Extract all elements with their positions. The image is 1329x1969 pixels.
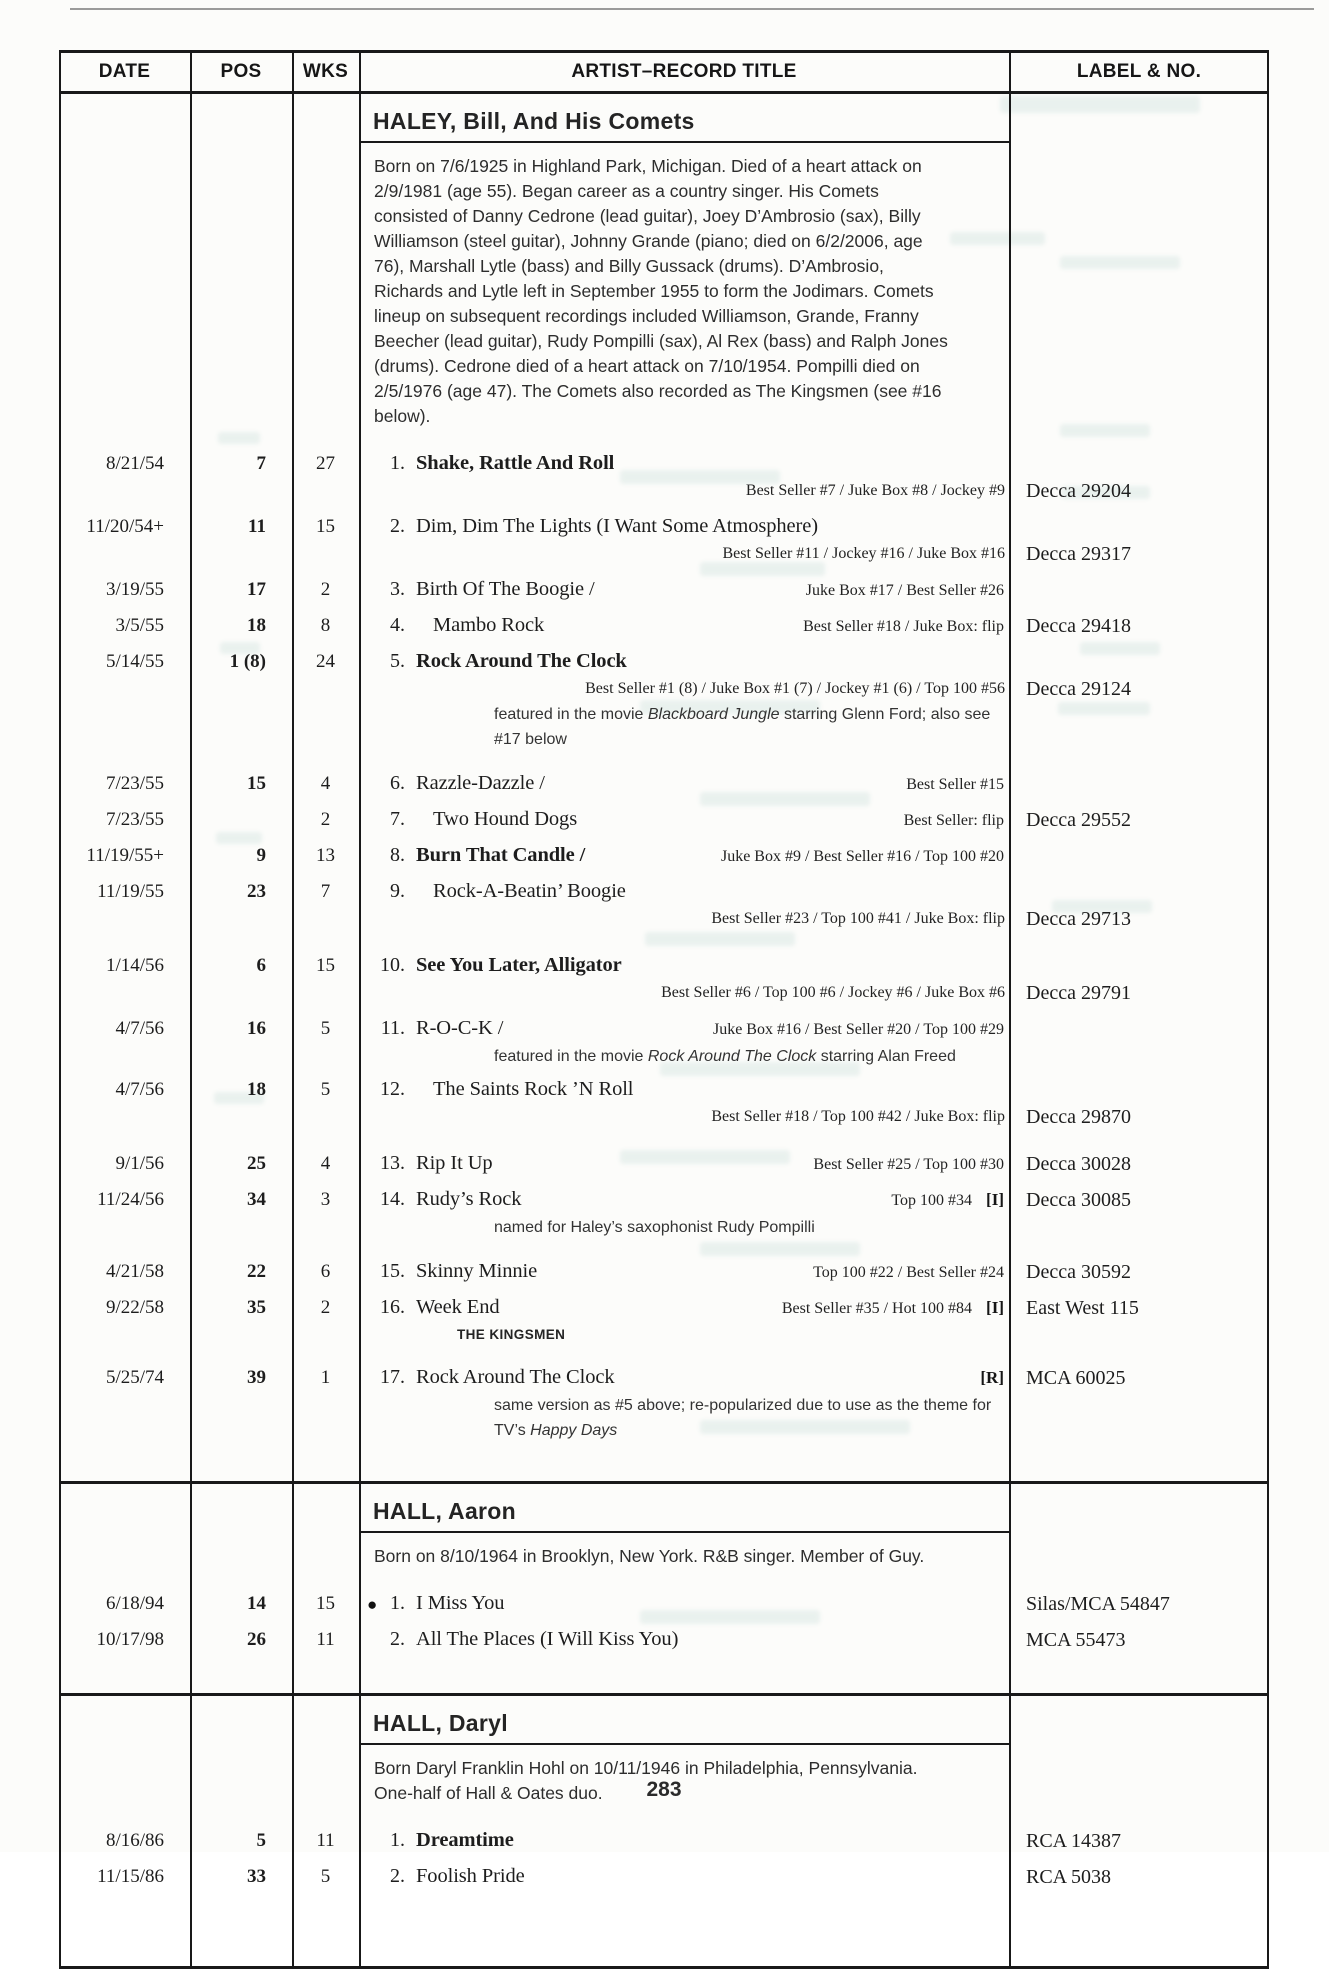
artist-header-row xyxy=(59,94,1269,143)
entry-main xyxy=(359,1625,1009,1655)
entry-main xyxy=(359,951,1009,1008)
entry-title: Dreamtime xyxy=(416,1829,514,1851)
artist-name-cell xyxy=(359,1484,1009,1533)
chart-positions: Juke Box #16 / Best Seller #20 / Top 100 #29 xyxy=(712,1021,1004,1038)
entry-main xyxy=(359,841,1009,871)
entry-main xyxy=(359,1293,1009,1346)
entry-row xyxy=(59,573,1269,609)
entry-title-left xyxy=(359,647,627,676)
note-text: starring Glenn Ford; also see xyxy=(779,706,991,723)
entry-title-left xyxy=(359,1363,615,1392)
entry-title-line-right xyxy=(772,1293,1004,1323)
entry-peak-position: 25 xyxy=(247,1153,266,1174)
entry-number: 12. xyxy=(380,1078,405,1100)
entry-row xyxy=(59,1587,1269,1623)
header-label-no: LABEL & NO. xyxy=(1076,61,1202,82)
entry-label: MCA 55473 xyxy=(1026,1629,1126,1651)
gold-record-icon: ● xyxy=(367,1595,378,1614)
entry-title-line-right xyxy=(881,1185,1004,1215)
entry-main xyxy=(359,1826,1009,1856)
note-text: TV’s xyxy=(494,1422,531,1439)
entry-title: I Miss You xyxy=(416,1592,505,1614)
entry-date: 1/14/56 xyxy=(105,955,164,976)
entry-peak-position: 7 xyxy=(256,453,266,474)
entry-title-line-right xyxy=(796,576,1004,605)
entry-date: 6/18/94 xyxy=(105,1593,164,1614)
entry-note xyxy=(359,1418,1009,1443)
entry-main xyxy=(359,449,1009,506)
entry-date: 5/14/55 xyxy=(105,651,164,672)
header-pos: POS xyxy=(220,61,262,82)
entry-title-left xyxy=(359,951,622,980)
entry-note xyxy=(359,702,1009,727)
entry-title-line-right xyxy=(793,612,1004,641)
entry-title-left xyxy=(359,575,595,604)
entry-row xyxy=(59,1824,1269,1860)
entry-title-left xyxy=(359,1257,537,1286)
entry-title: Birth Of The Boogie / xyxy=(416,578,595,600)
entry-title-left xyxy=(359,877,626,906)
entry-weeks-charted: 6 xyxy=(320,1261,331,1282)
entry-title-line xyxy=(359,1075,1009,1104)
entry-number: 15. xyxy=(380,1260,405,1282)
entry-title-line xyxy=(359,647,1009,676)
entry-title-line-right xyxy=(803,1150,1004,1179)
entry-title: Week End xyxy=(416,1296,500,1318)
entry-note xyxy=(359,727,1009,752)
entry-row xyxy=(59,1291,1269,1350)
entry-title-line xyxy=(359,951,1009,980)
entry-date: 4/7/56 xyxy=(115,1079,164,1100)
entry-number: 1. xyxy=(390,1829,405,1851)
entry-number: 6. xyxy=(390,772,405,794)
entry-weeks-charted: 7 xyxy=(320,881,331,902)
entry-row xyxy=(59,1623,1269,1659)
entry-title: Burn That Candle / xyxy=(416,844,586,866)
note-text: Happy Days xyxy=(530,1422,618,1439)
entry-peak-position: 17 xyxy=(247,579,266,600)
entry-note xyxy=(359,1393,1009,1418)
artist-name-cell xyxy=(359,94,1009,143)
artist-name: HALL, Aaron xyxy=(373,1498,516,1524)
artist-section xyxy=(59,1693,1269,1966)
entry-date: 9/1/56 xyxy=(115,1153,164,1174)
entry-main xyxy=(359,1014,1009,1069)
chart-positions: Juke Box #17 / Best Seller #26 xyxy=(805,582,1004,599)
chart-positions: Best Seller #15 xyxy=(906,776,1004,793)
entry-title-line-right xyxy=(894,806,1004,835)
entry-row xyxy=(59,1860,1269,1896)
entry-number: 2. xyxy=(390,1865,405,1887)
entry-title-left xyxy=(359,1293,500,1322)
entry-row xyxy=(59,803,1269,839)
entry-weeks-charted: 15 xyxy=(316,955,335,976)
entry-title: The Saints Rock ’N Roll xyxy=(433,1078,634,1100)
chart-positions: Top 100 #34 xyxy=(891,1192,973,1209)
entry-title-left xyxy=(359,841,585,870)
entry-weeks-charted: 2 xyxy=(320,1297,331,1318)
entry-row xyxy=(59,447,1269,510)
entry-title: Mambo Rock xyxy=(433,614,545,636)
entry-title-line-right xyxy=(803,1258,1004,1287)
entry-date: 7/23/55 xyxy=(105,773,164,794)
entry-main xyxy=(359,877,1009,934)
entry-number: 13. xyxy=(380,1152,405,1174)
entry-number: 10. xyxy=(380,954,405,976)
entry-peak-position: 6 xyxy=(256,955,266,976)
entry-title-line xyxy=(359,1589,1009,1618)
entry-title-left xyxy=(359,1826,514,1855)
entry-date: 4/21/58 xyxy=(105,1261,164,1282)
entry-peak-position xyxy=(190,805,292,835)
entry-peak-position: 18 xyxy=(247,1079,266,1100)
chart-positions: Best Seller #18 / Juke Box: flip xyxy=(803,618,1004,635)
entry-number: 14. xyxy=(380,1188,405,1210)
entry-number: 2. xyxy=(390,515,405,537)
entry-peak-position: 9 xyxy=(256,845,266,866)
entry-title: Dim, Dim The Lights (I Want Some Atmosphere) xyxy=(416,515,819,537)
entry-weeks-charted: 15 xyxy=(316,516,335,537)
chart-positions: Best Seller #6 / Top 100 #6 / Jockey #6 / Juke Box #6 xyxy=(661,984,1005,1001)
entry-row xyxy=(59,1361,1269,1447)
entry-title-line xyxy=(359,841,1009,871)
artist-section xyxy=(59,94,1269,1481)
entry-title-line xyxy=(359,1363,1009,1393)
entry-peak-position: 16 xyxy=(247,1018,266,1039)
entry-title-left xyxy=(359,1149,493,1178)
entry-title: Rudy’s Rock xyxy=(416,1188,522,1210)
entry-label: East West 115 xyxy=(1026,1297,1139,1319)
entry-peak-position: 22 xyxy=(247,1261,266,1282)
entry-main xyxy=(359,647,1009,752)
artist-section xyxy=(59,1481,1269,1693)
chart-positions: Best Seller #25 / Top 100 #30 xyxy=(813,1156,1004,1173)
entry-title: All The Places (I Will Kiss You) xyxy=(416,1628,679,1650)
entry-peak-position: 11 xyxy=(248,516,266,537)
entry-date: 11/15/86 xyxy=(97,1866,164,1887)
entry-main xyxy=(359,1257,1009,1287)
entry-peak-position: 34 xyxy=(247,1189,266,1210)
entry-peak-position: 39 xyxy=(247,1367,266,1388)
entry-title-line-right xyxy=(896,770,1004,799)
entry-date: 4/7/56 xyxy=(115,1018,164,1039)
entry-row xyxy=(59,875,1269,938)
entry-number: 9. xyxy=(390,880,405,902)
entry-label: Decca 30085 xyxy=(1026,1189,1131,1211)
scan-edge-line xyxy=(70,8,1314,10)
entry-peak-position: 26 xyxy=(247,1629,266,1650)
entry-main xyxy=(359,575,1009,605)
entry-date: 9/22/58 xyxy=(105,1297,164,1318)
entry-number: 8. xyxy=(390,844,405,866)
entry-title-line xyxy=(359,1826,1009,1855)
entry-title-line xyxy=(359,1862,1009,1891)
entry-peak-position: 15 xyxy=(247,773,266,794)
header-date: DATE xyxy=(98,61,151,82)
entry-number: 7. xyxy=(390,808,405,830)
entry-number: 1. xyxy=(390,1592,405,1614)
note-text: Blackboard Jungle xyxy=(647,706,780,723)
entry-label: Decca 29124 xyxy=(1026,678,1131,700)
bio-row xyxy=(59,1533,1269,1587)
entry-main xyxy=(359,805,1009,835)
entry-title-line-right xyxy=(956,1363,1004,1393)
entry-row xyxy=(59,767,1269,803)
chart-positions: Top 100 #22 / Best Seller #24 xyxy=(813,1264,1004,1281)
page-number: 283 xyxy=(646,1778,682,1801)
entry-date: 11/19/55+ xyxy=(86,845,164,866)
entry-label xyxy=(1009,841,1269,871)
entry-date: 3/5/55 xyxy=(115,615,164,636)
entry-number: 2. xyxy=(390,1628,405,1650)
entry-weeks-charted: 2 xyxy=(320,809,331,830)
entry-label: Decca 30592 xyxy=(1026,1261,1131,1283)
chart-table xyxy=(59,50,1269,1969)
entry-label: Decca 29317 xyxy=(1026,543,1131,565)
entry-number: 5. xyxy=(390,650,405,672)
entry-title-line xyxy=(359,1257,1009,1287)
entry-main xyxy=(359,512,1009,569)
entry-row xyxy=(59,645,1269,756)
entry-title: Two Hound Dogs xyxy=(433,808,578,830)
chart-positions: Best Seller #35 / Hot 100 #84 xyxy=(781,1300,973,1317)
entry-title-left xyxy=(359,1075,633,1104)
entry-title-left xyxy=(359,1625,678,1654)
entry-title: Rock-A-Beatin’ Boogie xyxy=(433,880,626,902)
entry-number: 4. xyxy=(390,614,405,636)
entry-weeks-charted: 4 xyxy=(320,773,331,794)
entry-title-line xyxy=(359,805,1009,835)
entry-title: Foolish Pride xyxy=(416,1865,525,1887)
entry-weeks-charted: 5 xyxy=(320,1866,331,1887)
note-text: featured in the movie xyxy=(494,706,648,723)
entry-row xyxy=(59,1147,1269,1183)
chart-positions: Best Seller #23 / Top 100 #41 / Juke Box: flip xyxy=(711,910,1005,927)
entry-title-line-right xyxy=(711,842,1004,871)
entry-peak-position: 18 xyxy=(247,615,266,636)
entry-weeks-charted: 27 xyxy=(316,453,335,474)
entry-row xyxy=(59,1073,1269,1136)
entry-title-line xyxy=(359,449,1009,478)
artist-name: HALL, Daryl xyxy=(373,1710,508,1736)
entry-title: Skinny Minnie xyxy=(416,1260,538,1282)
entry-label: Decca 29791 xyxy=(1026,982,1131,1004)
entry-row xyxy=(59,609,1269,645)
entry-date: 7/23/55 xyxy=(105,809,164,830)
entry-peak-position: 14 xyxy=(247,1593,266,1614)
entry-title-line xyxy=(359,1185,1009,1215)
entry-number: 3. xyxy=(390,578,405,600)
entry-title-line-right xyxy=(703,1015,1004,1044)
entry-title-left xyxy=(359,1589,504,1618)
entry-row xyxy=(59,1255,1269,1291)
entry-number: 1. xyxy=(390,452,405,474)
entry-weeks-charted: 15 xyxy=(316,1593,335,1614)
entry-peak-position: 35 xyxy=(247,1297,266,1318)
entry-title: Rip It Up xyxy=(416,1152,493,1174)
entry-weeks-charted: 5 xyxy=(320,1018,331,1039)
bio-row xyxy=(59,143,1269,447)
header-wks: WKS xyxy=(302,61,349,82)
entry-weeks-charted: 5 xyxy=(320,1079,331,1100)
chart-positions: Best Seller #11 / Jockey #16 / Juke Box #16 xyxy=(722,545,1005,562)
entry-title-left xyxy=(359,805,577,834)
entry-title: See You Later, Alligator xyxy=(416,954,622,976)
entry-title-line xyxy=(359,769,1009,799)
artist-bio: Born on 8/10/1964 in Brooklyn, New York. R&B singer. Member of Guy. xyxy=(374,1546,925,1566)
note-text: featured in the movie xyxy=(494,1048,648,1065)
entry-title-line xyxy=(359,512,1009,541)
entry-title: Rock Around The Clock xyxy=(416,1366,615,1388)
entry-title-line xyxy=(359,1625,1009,1654)
entry-title-left xyxy=(359,611,544,640)
entry-title-left xyxy=(359,769,545,798)
entry-title-left xyxy=(359,1862,525,1891)
entry-title-left xyxy=(359,1014,503,1043)
entry-date: 5/25/74 xyxy=(105,1367,164,1388)
entry-title-left xyxy=(359,1185,521,1214)
entry-label: Decca 29870 xyxy=(1026,1106,1131,1128)
chart-positions: Best Seller #1 (8) / Juke Box #1 (7) / Jockey #1 (6) / Top 100 #56 xyxy=(585,680,1005,697)
entry-label: Silas/MCA 54847 xyxy=(1026,1593,1170,1615)
artist-bio: Born on 7/6/1925 in Highland Park, Michigan. Died of a heart attack on 2/9/1981 (age 55). Began career as a country singer. His Comets consisted of Danny Cedrone (lead guitar), Joey D’Ambrosio (sax), Billy Williamson (steel guitar), Johnny Grande (piano; died on 6/2/2006, age 76), Marshall Lytle (bass) and Billy Gussack (drums). D’Ambrosio, Richards and Lytle left in September 1955 to form the Jodimars. Comets lineup on subsequent recordings included Williamson, Grande, Franny Beecher (lead guitar), Rudy Pompilli (sax), Al Rex (bass) and Ralph Jones (drums). Cedrone died of a heart attack on 7/10/1954. Pompilli died on 2/5/1976 (age 47). The Comets also recorded as The Kingsmen (see #16 below). xyxy=(374,156,948,426)
artist-name: HALEY, Bill, And His Comets xyxy=(373,108,695,134)
entry-title-left xyxy=(359,512,818,541)
artist-header-row xyxy=(59,1696,1269,1745)
entry-main xyxy=(359,1862,1009,1892)
entry-row xyxy=(59,839,1269,875)
entry-weeks-charted: 13 xyxy=(316,845,335,866)
entry-title-line xyxy=(359,1149,1009,1179)
entry-peak-position: 5 xyxy=(256,1830,266,1851)
entry-weeks-charted: 8 xyxy=(320,615,331,636)
entry-sub-artist: THE KINGSMEN xyxy=(457,1327,566,1342)
entry-row xyxy=(59,510,1269,573)
entry-label: Decca 29713 xyxy=(1026,908,1131,930)
artist-bio: Born Daryl Franklin Hohl on 10/11/1946 in Philadelphia, Pennsylvania. One-half of Hall & Oates duo. xyxy=(374,1758,918,1803)
chart-positions: Best Seller #7 / Juke Box #8 / Jockey #9 xyxy=(745,482,1005,499)
note-text: named for Haley’s saxophonist Rudy Pompilli xyxy=(494,1219,815,1236)
entry-number: 16. xyxy=(380,1296,405,1318)
entry-label: MCA 60025 xyxy=(1026,1367,1126,1389)
entry-title: R-O-C-K / xyxy=(416,1017,504,1039)
note-text: same version as #5 above; re-popularized due to use as the theme for xyxy=(494,1397,992,1414)
entry-main xyxy=(359,1589,1009,1619)
chart-positions: Juke Box #9 / Best Seller #16 / Top 100 #20 xyxy=(720,848,1004,865)
entry-date: 3/19/55 xyxy=(105,579,164,600)
chart-positions: Best Seller #18 / Top 100 #42 / Juke Box: flip xyxy=(711,1108,1005,1125)
entry-main xyxy=(359,611,1009,641)
entry-main xyxy=(359,769,1009,799)
entry-label: Decca 30028 xyxy=(1026,1153,1131,1175)
entry-row xyxy=(59,1183,1269,1244)
entry-weeks-charted: 11 xyxy=(316,1629,335,1650)
entry-main xyxy=(359,1363,1009,1443)
entry-label xyxy=(1009,575,1269,605)
entry-peak-position: 1 (8) xyxy=(229,651,266,672)
entry-title-line xyxy=(359,575,1009,605)
table-header-row xyxy=(59,53,1269,94)
entry-date: 11/20/54+ xyxy=(86,516,164,537)
entry-date: 8/16/86 xyxy=(105,1830,164,1851)
entry-main xyxy=(359,1185,1009,1240)
entry-title-line xyxy=(359,1293,1009,1323)
artist-header-row xyxy=(59,1484,1269,1533)
availability-marker: [I] xyxy=(986,1298,1004,1317)
note-text: Rock Around The Clock xyxy=(647,1048,817,1065)
entry-main xyxy=(359,1075,1009,1132)
entry-peak-position: 33 xyxy=(247,1866,266,1887)
entry-title-left xyxy=(359,449,614,478)
entry-number: 11. xyxy=(380,1017,405,1039)
entry-weeks-charted: 4 xyxy=(320,1153,331,1174)
availability-marker: [I] xyxy=(986,1190,1004,1209)
entry-title-line xyxy=(359,877,1009,906)
entry-date: 8/21/54 xyxy=(105,453,164,474)
entry-label xyxy=(1009,1014,1269,1069)
entry-weeks-charted: 11 xyxy=(316,1830,335,1851)
entry-main xyxy=(359,1149,1009,1179)
entry-note xyxy=(359,1215,1009,1240)
entry-title: Rock Around The Clock xyxy=(416,650,627,672)
entry-title-line xyxy=(359,611,1009,641)
availability-marker: [R] xyxy=(980,1368,1004,1387)
note-text: starring Alan Freed xyxy=(816,1048,956,1065)
entry-weeks-charted: 2 xyxy=(320,579,331,600)
entry-row xyxy=(59,949,1269,1012)
entry-label: Decca 29552 xyxy=(1026,809,1131,831)
entry-date: 11/24/56 xyxy=(97,1189,164,1210)
entry-weeks-charted: 3 xyxy=(320,1189,331,1210)
entry-label: RCA 14387 xyxy=(1026,1830,1122,1852)
entry-note xyxy=(359,1044,1009,1069)
entry-weeks-charted: 24 xyxy=(316,651,335,672)
entry-label: Decca 29418 xyxy=(1026,615,1131,637)
entry-peak-position: 23 xyxy=(247,881,266,902)
entry-number: 17. xyxy=(380,1366,405,1388)
entry-label xyxy=(1009,769,1269,799)
entry-date: 11/19/55 xyxy=(97,881,164,902)
entry-title: Razzle-Dazzle / xyxy=(416,772,545,794)
artist-name-cell xyxy=(359,1696,1009,1745)
header-artist-record-title: ARTIST–RECORD TITLE xyxy=(571,61,797,82)
entry-date: 10/17/98 xyxy=(96,1629,164,1650)
entry-label: Decca 29204 xyxy=(1026,480,1131,502)
chart-table-body xyxy=(59,94,1269,1966)
note-text: #17 below xyxy=(494,731,567,748)
entry-title-line xyxy=(359,1014,1009,1044)
entry-weeks-charted: 1 xyxy=(320,1367,331,1388)
entry-row xyxy=(59,1012,1269,1073)
entry-title: Shake, Rattle And Roll xyxy=(416,452,615,474)
chart-positions: Best Seller: flip xyxy=(903,812,1004,829)
entry-label: RCA 5038 xyxy=(1026,1866,1112,1888)
